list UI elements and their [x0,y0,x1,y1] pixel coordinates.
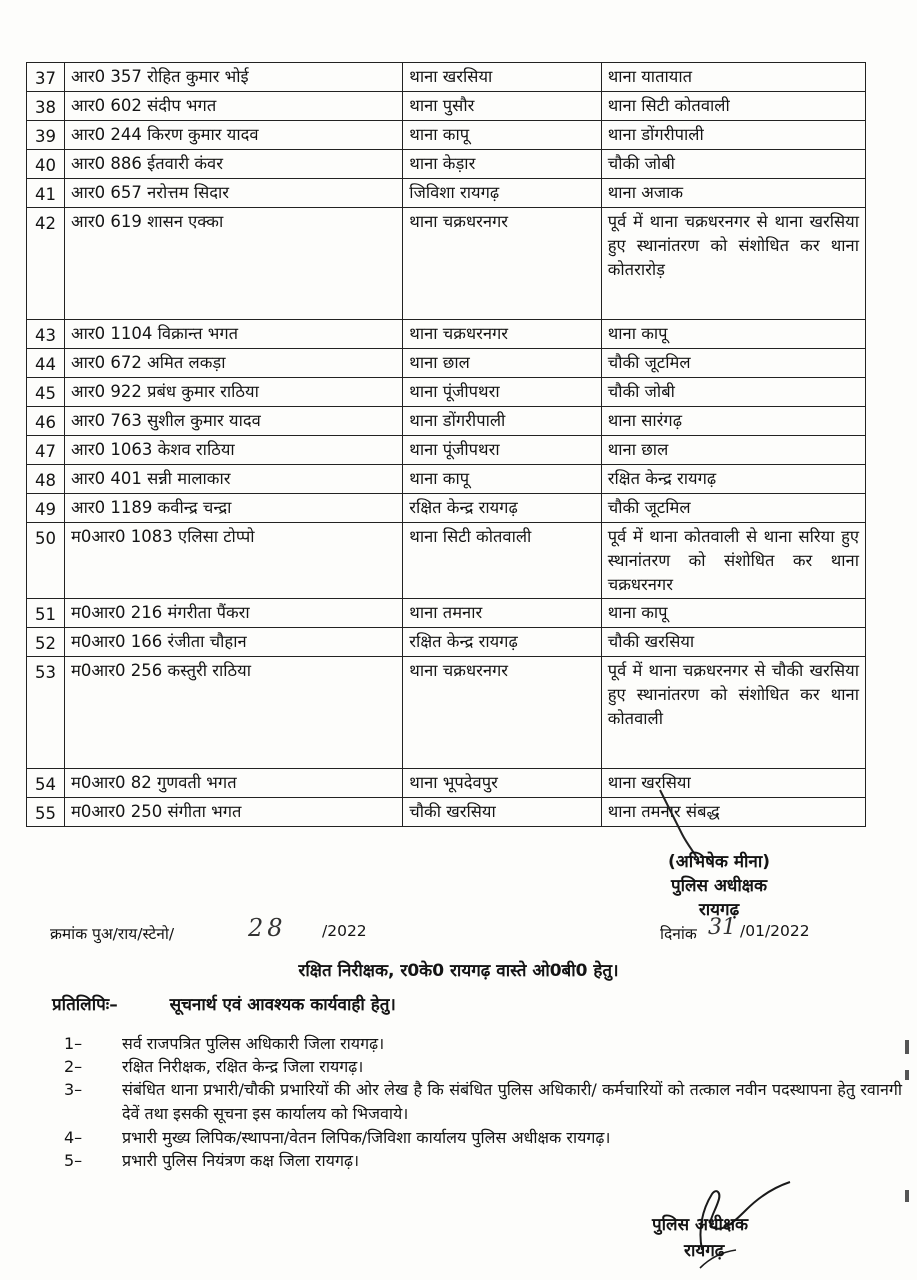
signatory-block [634,850,804,922]
new-posting-cell: पूर्व में थाना कोतवाली से थाना सरिया हुए स्थानांतरण को संशोधित कर थाना चक्रधरनगर [601,523,865,599]
copy-to-item-text: संबंधित थाना प्रभारी/चौकी प्रभारियों की ओर लेख है कि संबंधित पुलिस अधिकारी/ कर्मचारियों को तत्काल नवीन पदस्थापना हेतु रवानगी देवें तथा इसकी सूचना इस कार्यालय को भिजवाये। [122,1080,902,1123]
final-signature-place: रायगढ़ [684,1241,725,1261]
signatory-designation: पुलिस अधीक्षक [670,876,768,896]
serial-number-cell: 49 [27,494,65,523]
current-posting-cell: रक्षित केन्द्र रायगढ़ [403,494,601,523]
new-posting-cell: चौकी खरसिया [601,628,865,657]
current-posting-cell: थाना भूपदेवपुर [403,769,601,798]
signature-stroke [656,788,708,858]
new-posting-cell: चौकी जूटमिल [601,494,865,523]
new-posting-cell: पूर्व में थाना चक्रधरनगर से थाना खरसिया हुए स्थानांतरण को संशोधित कर थाना कोतरारोड़ [601,208,865,320]
serial-number-cell: 39 [27,121,65,150]
reference-prefix: क्रमांक पुअ/राय/स्टेनो/ [50,925,175,943]
serial-number-cell: 53 [27,657,65,769]
employee-name-cell: म0आर0 250 संगीता भगत [65,798,403,827]
reference-number-handwritten: 28 [248,914,287,942]
current-posting-cell: चौकी खरसिया [403,798,601,827]
signatory-place: रायगढ़ [698,900,740,920]
new-posting-cell: चौकी जोबी [601,378,865,407]
employee-name-cell: म0आर0 256 कस्तुरी राठिया [65,657,403,769]
employee-name-cell: आर0 602 संदीप भगत [65,92,403,121]
transfer-row [27,63,866,92]
copy-to-item-text: रक्षित निरीक्षक, रक्षित केन्द्र जिला रायगढ़। [122,1057,364,1076]
employee-name-cell: आर0 886 ईतवारी कंवर [65,150,403,179]
new-posting-cell: थाना यातायात [601,63,865,92]
date-label: दिनांक [660,925,697,943]
serial-number-cell: 38 [27,92,65,121]
new-posting-cell: रक्षित केन्द्र रायगढ़ [601,465,865,494]
employee-name-cell: म0आर0 166 रंजीता चौहान [65,628,403,657]
transfer-row [27,208,866,320]
transfer-row [27,179,866,208]
current-posting-cell: थाना सिटी कोतवाली [403,523,601,599]
subject-line: रक्षित निरीक्षक, र0के0 रायगढ़ वास्ते ओ0बी0 हेतु। [298,961,619,981]
current-posting-cell: थाना खरसिया [403,63,601,92]
new-posting-cell: पूर्व में थाना चक्रधरनगर से चौकी खरसिया हुए स्थानांतरण को संशोधित कर थाना कोतवाली [601,657,865,769]
copy-to-heading [52,992,396,1015]
serial-number-cell: 40 [27,150,65,179]
new-posting-cell: थाना कापू [601,320,865,349]
transfer-row [27,150,866,179]
employee-name-cell: आर0 672 अमित लकड़ा [65,349,403,378]
employee-name-cell: आर0 1063 केशव राठिया [65,436,403,465]
scan-edge-mark [905,1190,909,1202]
current-posting-cell: थाना पूंजीपथरा [403,378,601,407]
date-month-year: /01/2022 [740,922,810,940]
copy-to-item-number: 4– [64,1128,83,1147]
signatory-name: (अभिषेक मीना) [667,852,771,872]
new-posting-cell: थाना छाल [601,436,865,465]
current-posting-cell: थाना छाल [403,349,601,378]
current-posting-cell: थाना चक्रधरनगर [403,320,601,349]
serial-number-cell: 43 [27,320,65,349]
employee-name-cell: आर0 619 शासन एक्का [65,208,403,320]
transfer-table [26,62,866,827]
current-posting-cell: थाना चक्रधरनगर [403,657,601,769]
serial-number-cell: 54 [27,769,65,798]
copy-to-item-number: 5– [64,1151,83,1170]
current-posting-cell: थाना डोंगरीपाली [403,407,601,436]
new-posting-cell: चौकी जूटमिल [601,349,865,378]
serial-number-cell: 48 [27,465,65,494]
employee-name-cell: आर0 1189 कवीन्द्र चन्द्रा [65,494,403,523]
serial-number-cell: 42 [27,208,65,320]
employee-name-cell: आर0 401 सन्नी मालाकार [65,465,403,494]
transfer-row [27,92,866,121]
serial-number-cell: 51 [27,599,65,628]
transfer-row [27,599,866,628]
current-posting-cell: थाना पूंजीपथरा [403,436,601,465]
transfer-row [27,349,866,378]
employee-name-cell: म0आर0 82 गुणवती भगत [65,769,403,798]
transfer-row [27,657,866,769]
current-posting-cell: थाना कापू [403,465,601,494]
reference-year: /2022 [322,922,367,940]
current-posting-cell: थाना केड़ार [403,150,601,179]
copy-to-item-number: 2– [64,1057,83,1076]
serial-number-cell: 45 [27,378,65,407]
serial-number-cell: 37 [27,63,65,92]
transfer-row [27,494,866,523]
transfer-row [27,523,866,599]
current-posting-cell: रक्षित केन्द्र रायगढ़ [403,628,601,657]
copy-to-item-text: सर्व राजपत्रित पुलिस अधिकारी जिला रायगढ़। [122,1034,385,1053]
employee-name-cell: म0आर0 1083 एलिसा टोप्पो [65,523,403,599]
serial-number-cell: 52 [27,628,65,657]
transfer-row [27,436,866,465]
copy-to-item-number: 3– [64,1080,83,1099]
serial-number-cell: 44 [27,349,65,378]
employee-name-cell: आर0 244 किरण कुमार यादव [65,121,403,150]
transfer-row [27,465,866,494]
employee-name-cell: आर0 1104 विक्रान्त भगत [65,320,403,349]
employee-name-cell: म0आर0 216 मंगरीता पैंकरा [65,599,403,628]
serial-number-cell: 41 [27,179,65,208]
new-posting-cell: थाना डोंगरीपाली [601,121,865,150]
serial-number-cell: 50 [27,523,65,599]
current-posting-cell: थाना पुसौर [403,92,601,121]
copy-to-item-text: प्रभारी मुख्य लिपिक/स्थापना/वेतन लिपिक/जिविशा कार्यालय पुलिस अधीक्षक रायगढ़। [122,1128,611,1147]
copy-to-item-number: 1– [64,1034,83,1053]
new-posting-cell: थाना सिटी कोतवाली [601,92,865,121]
final-signature-block [640,1180,850,1270]
new-posting-cell: थाना तमनार संबद्ध [601,798,865,827]
new-posting-cell: थाना अजाक [601,179,865,208]
date-day-handwritten: 31 [708,915,736,940]
transfer-row [27,320,866,349]
serial-number-cell: 47 [27,436,65,465]
current-posting-cell: जिविशा रायगढ़ [403,179,601,208]
copy-to-purpose: सूचनार्थ एवं आवश्यक कार्यवाही हेतु। [169,995,396,1015]
new-posting-cell: थाना खरसिया [601,769,865,798]
new-posting-cell: थाना कापू [601,599,865,628]
scan-edge-mark [905,1040,909,1054]
transfer-row [27,378,866,407]
transfer-row [27,407,866,436]
employee-name-cell: आर0 922 प्रबंध कुमार राठिया [65,378,403,407]
transfer-row [27,769,866,798]
current-posting-cell: थाना कापू [403,121,601,150]
serial-number-cell: 46 [27,407,65,436]
new-posting-cell: थाना सारंगढ़ [601,407,865,436]
transfer-table-body [27,63,866,827]
current-posting-cell: थाना चक्रधरनगर [403,208,601,320]
employee-name-cell: आर0 657 नरोत्तम सिदार [65,179,403,208]
transfer-row [27,121,866,150]
new-posting-cell: चौकी जोबी [601,150,865,179]
scan-edge-mark [905,1070,909,1080]
transfer-row [27,628,866,657]
employee-name-cell: आर0 357 रोहित कुमार भोई [65,63,403,92]
employee-name-cell: आर0 763 सुशील कुमार यादव [65,407,403,436]
transfer-row [27,798,866,827]
current-posting-cell: थाना तमनार [403,599,601,628]
copy-to-item-text: प्रभारी पुलिस नियंत्रण कक्ष जिला रायगढ़। [122,1151,360,1170]
final-signature-designation: पुलिस अधीक्षक [652,1215,749,1235]
copy-to-label: प्रतिलिपिः– [52,995,118,1015]
serial-number-cell: 55 [27,798,65,827]
